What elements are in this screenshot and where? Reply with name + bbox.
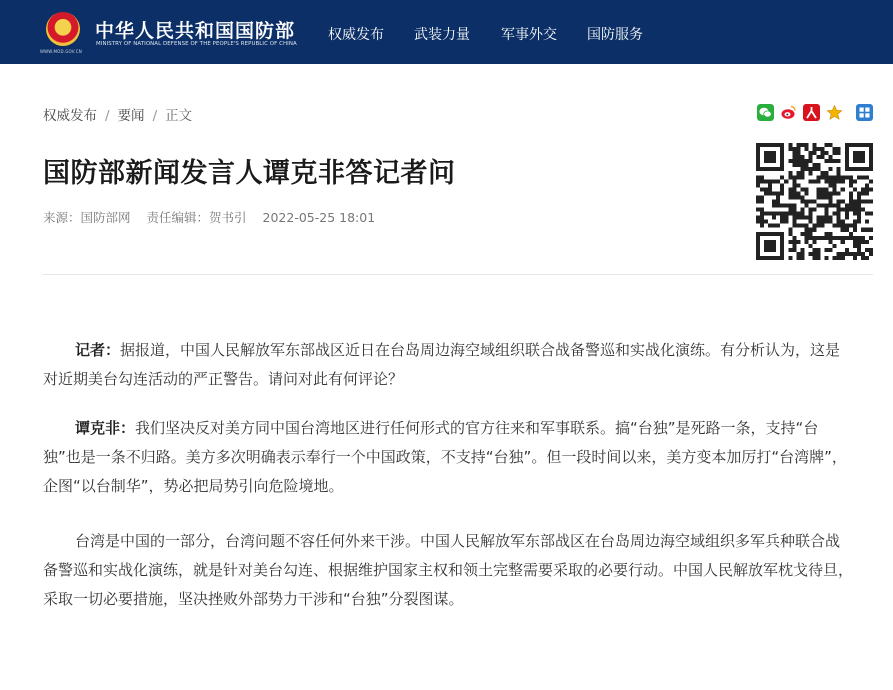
site-subtitle: MINISTRY OF NATIONAL DEFENSE OF THE PEOPLE'S REPUBLIC OF CHINA <box>96 41 297 47</box>
article-paragraph <box>43 414 853 501</box>
divider <box>43 274 873 275</box>
breadcrumb-item[interactable]: 要闻 <box>117 108 145 124</box>
breadcrumb <box>43 104 192 124</box>
article-editor: 责任编辑：贺书引 <box>146 210 247 225</box>
breadcrumb-item[interactable]: 权威发布 <box>43 108 97 124</box>
article-meta <box>43 208 391 226</box>
article-paragraph <box>43 336 853 394</box>
article-title: 国防部新闻发言人谭克非答记者问 <box>43 158 456 189</box>
wechat-icon[interactable] <box>757 104 774 121</box>
plus-icon[interactable] <box>856 104 873 121</box>
breadcrumb-current: 正文 <box>165 108 193 124</box>
nav-item-defense-services[interactable]: 国防服务 <box>587 27 643 43</box>
site-title[interactable]: 中华人民共和国国防部 <box>95 20 296 42</box>
nav-item-military-diplomacy[interactable]: 军事外交 <box>501 27 557 43</box>
nav-item-armed-forces[interactable]: 武装力量 <box>414 27 470 43</box>
article-datetime: 2022-05-25 18:01 <box>262 210 376 225</box>
breadcrumb-separator: / <box>152 108 158 124</box>
paragraph-text: 我们坚决反对美方同中国台湾地区进行任何形式的官方往来和军事联系。搞“台独”是死路一条，支持“台独”也是一条不归路。美方多次明确表示奉行一个中国政策，不支持“台独”。但一段时间以来，美方变本加厉打“台湾牌”，企图“以台制华”，势必把局势引向危险境地。 <box>43 419 847 495</box>
star-icon[interactable] <box>826 104 843 121</box>
article-source: 来源：国防部网 <box>43 210 131 225</box>
national-emblem-logo[interactable] <box>46 12 80 46</box>
paragraph-text: 台湾是中国的一部分，台湾问题不容任何外来干涉。中国人民解放军东部战区在台岛周边海空域组织多军兵种联合战备警巡和实战化演练，就是针对美台勾连、根据维护国家主权和领土完整需要采取的必要行动。中国人民解放军枕戈待旦，采取一切必要措施，坚决挫败外部势力干涉和“台独”分裂图谋。 <box>43 532 854 608</box>
emblem-url: WWW.MOD.GOV.CN <box>40 49 82 54</box>
paragraph-text: 据报道，中国人民解放军东部战区近日在台岛周边海空域组织联合战备警巡和实战化演练。有分析认为，这是对近期美台勾连活动的严正警告。请问对此有何评论？ <box>43 341 841 388</box>
nav-item-authoritative-release[interactable]: 权威发布 <box>328 27 384 43</box>
article-paragraph <box>43 527 853 614</box>
speaker-label: 记者： <box>75 341 121 359</box>
people-icon[interactable] <box>803 104 820 121</box>
breadcrumb-separator: / <box>105 108 110 124</box>
weibo-icon[interactable] <box>780 104 797 121</box>
speaker-label: 谭克非： <box>75 419 136 437</box>
qr-code-image <box>756 143 873 260</box>
site-header <box>0 0 893 64</box>
